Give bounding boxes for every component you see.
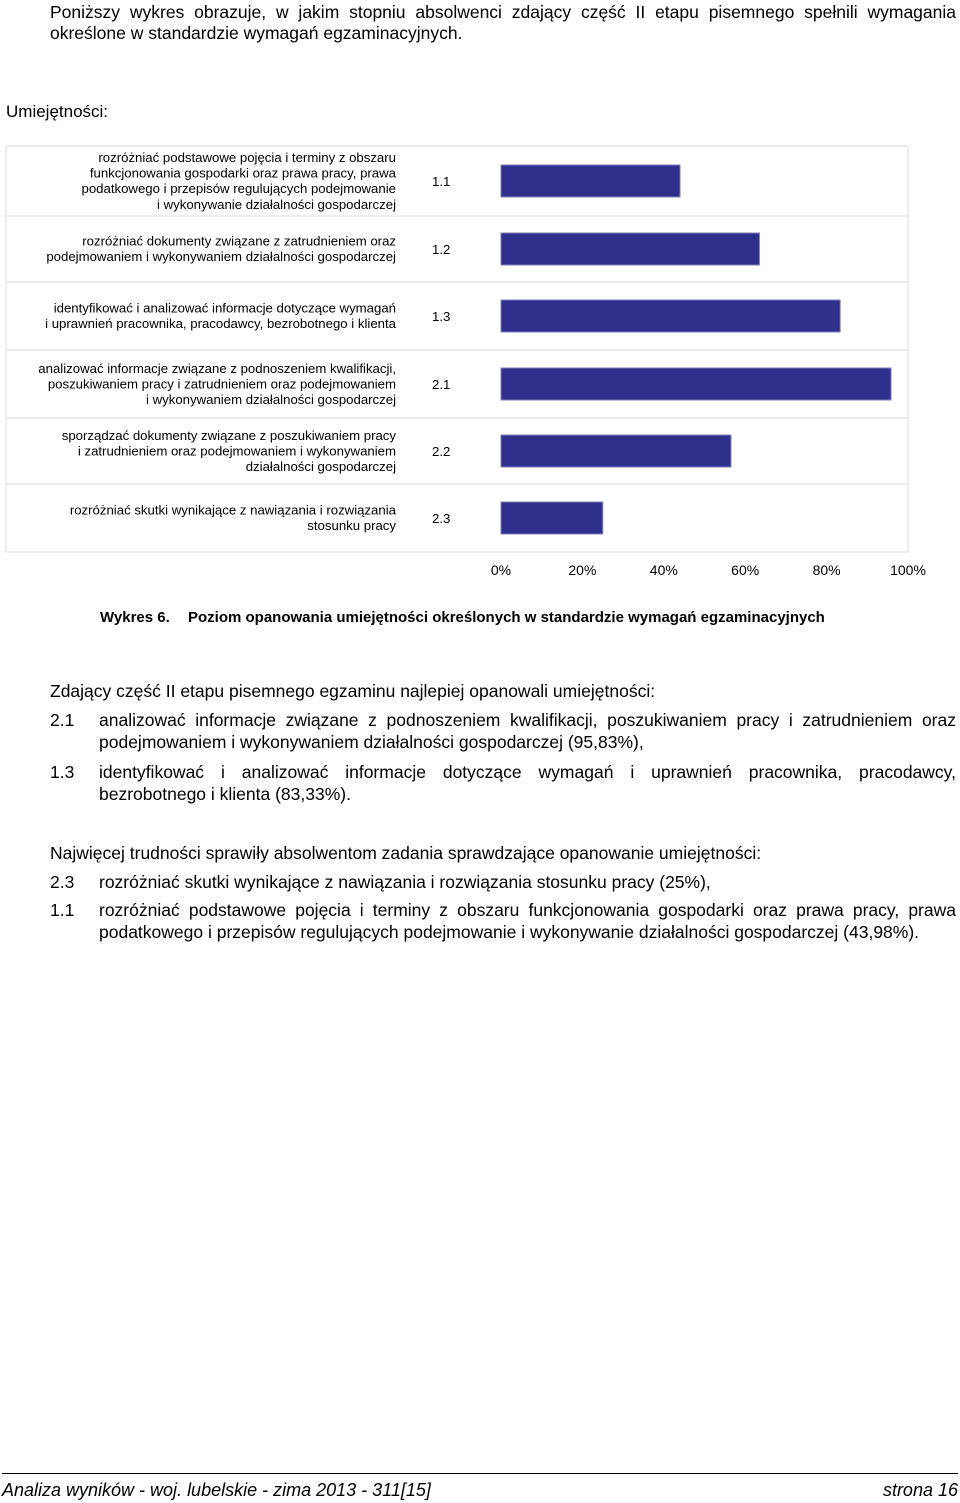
x-tick-label: 40% bbox=[649, 562, 678, 578]
bar-2.3 bbox=[501, 502, 603, 534]
worst-item bbox=[50, 872, 956, 894]
category-label: 1.3 bbox=[432, 309, 451, 324]
footer-page-number: strona 16 bbox=[882, 1480, 958, 1500]
category-label: 2.3 bbox=[432, 511, 451, 526]
caption-label: Wykres 6. bbox=[100, 609, 170, 626]
caption-text: Poziom opanowania umiejętności określonych w standardzie wymagań egzaminacyjnych bbox=[188, 609, 825, 626]
footer-divider bbox=[2, 1473, 958, 1474]
skill-description: rozróżniać skutki wynikające z nawiązania i rozwiązania stosunku pracy bbox=[69, 502, 396, 534]
worst-item bbox=[50, 900, 956, 943]
skills-bar-chart bbox=[0, 0, 960, 600]
skill-description: identyfikować i analizować informacje dotyczące wymagań i uprawnień pracownika, pracodawcy, bezrobotnego i klienta bbox=[45, 300, 396, 332]
bar-2.2 bbox=[501, 435, 731, 467]
bar-1.3 bbox=[501, 300, 840, 332]
item-text: identyfikować i analizować informacje dotyczące wymagań i uprawnień pracownika, pracodawcy, bezrobotnego i klienta (83,33%). bbox=[99, 762, 956, 804]
skills-header: Umiejętności: bbox=[6, 102, 109, 121]
best-item bbox=[50, 710, 956, 753]
item-number: 1.3 bbox=[50, 762, 75, 782]
bar-1.1 bbox=[501, 165, 680, 197]
skill-description: rozróżniać podstawowe pojęcia i terminy z obszaru funkcjonowania gospodarki oraz prawa pracy, prawa podatkowego i przepisów regulujących podejmowanie i wykonywanie działalności gospodarczej bbox=[81, 149, 396, 212]
category-label: 2.1 bbox=[432, 377, 451, 392]
x-tick-label: 20% bbox=[568, 562, 597, 578]
bar-1.2 bbox=[501, 233, 759, 265]
item-text: analizować informacje związane z podnoszeniem kwalifikacji, poszukiwaniem pracy i zatrudnieniem oraz podejmowaniem i wykonywaniem działalności gospodarczej (95,83%), bbox=[99, 710, 956, 752]
chart-caption bbox=[100, 609, 825, 626]
footer-report-title: Analiza wyników - woj. lubelskie - zima 2013 - 311[15] bbox=[2, 1480, 431, 1500]
intro-paragraph: Poniższy wykres obrazuje, w jakim stopniu absolwenci zdający część II etapu pisemnego spełnili wymagania określone w standardzie wymagań egzaminacyjnych. bbox=[50, 2, 956, 43]
best-skills-intro: Zdający część II etapu pisemnego egzaminu najlepiej opanowali umiejętności: bbox=[50, 681, 656, 701]
category-label: 1.1 bbox=[432, 174, 451, 189]
category-label: 2.2 bbox=[432, 444, 451, 459]
skill-description: analizować informacje związane z podnoszeniem kwalifikacji, poszukiwaniem pracy i zatrudnieniem oraz podejmowaniem i wykonywaniem działalności gospodarczej bbox=[38, 360, 396, 407]
x-tick-label: 80% bbox=[812, 562, 841, 578]
worst-skills-intro: Najwięcej trudności sprawiły absolwentom zadania sprawdzające opanowanie umiejętności: bbox=[50, 843, 762, 863]
x-tick-label: 60% bbox=[731, 562, 760, 578]
skill-description: sporządzać dokumenty związane z poszukiwaniem pracy i zatrudnieniem oraz podejmowaniem i wykonywaniem działalności gospodarczej bbox=[61, 427, 396, 474]
best-item bbox=[50, 762, 956, 805]
item-text: rozróżniać podstawowe pojęcia i terminy z obszaru funkcjonowania gospodarki oraz prawa pracy, prawa podatkowego i przepisów regulujących podejmowanie i wykonywanie działalności gospodarczej (43,98%). bbox=[99, 900, 956, 942]
category-label: 1.2 bbox=[432, 242, 451, 257]
item-number: 2.1 bbox=[50, 710, 75, 730]
x-tick-label: 100% bbox=[890, 562, 926, 578]
item-number: 2.3 bbox=[50, 872, 75, 892]
skill-description: rozróżniać dokumenty związane z zatrudnieniem oraz podejmowaniem i wykonywaniem działalności gospodarczej bbox=[46, 233, 396, 265]
item-text: rozróżniać skutki wynikające z nawiązania i rozwiązania stosunku pracy (25%), bbox=[99, 872, 711, 892]
bar-2.1 bbox=[501, 368, 891, 400]
item-number: 1.1 bbox=[50, 900, 75, 920]
x-tick-label: 0% bbox=[490, 562, 512, 578]
